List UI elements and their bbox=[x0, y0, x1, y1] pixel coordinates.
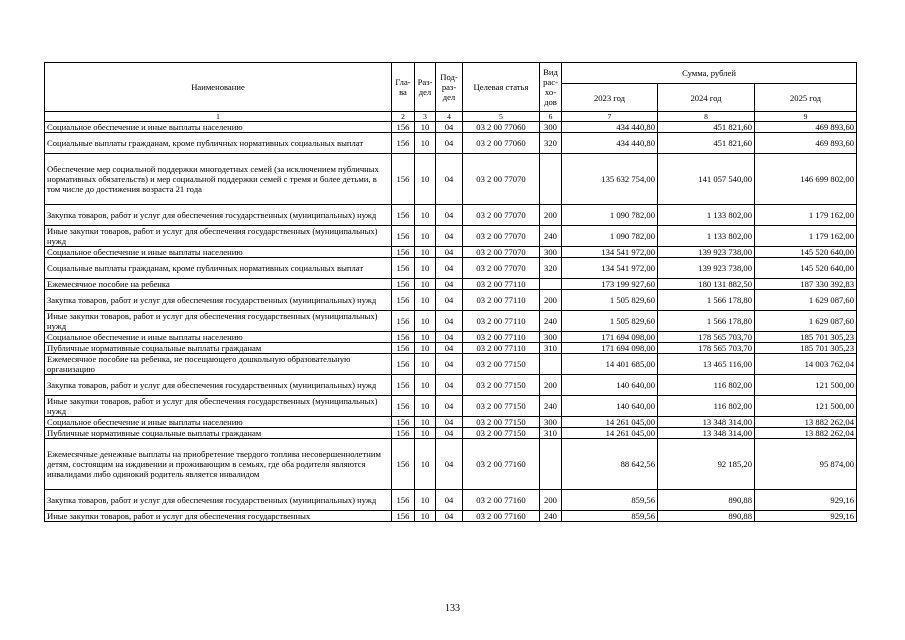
row-podrazdel: 04 bbox=[436, 428, 463, 439]
row-name: Социальные выплаты гражданам, кроме публичных нормативных социальных выплат bbox=[45, 133, 392, 154]
row-sum-2025: 1 179 162,00 bbox=[755, 205, 857, 226]
row-sum-2024: 13 465 116,00 bbox=[658, 354, 755, 375]
header-summa: Сумма, рублей bbox=[562, 63, 857, 84]
table-row bbox=[45, 428, 857, 439]
row-sum-2025: 13 882 262,04 bbox=[755, 417, 857, 428]
row-razdel: 10 bbox=[415, 122, 436, 133]
row-sum-2025: 1 629 087,60 bbox=[755, 290, 857, 311]
row-sum-2023: 134 541 972,00 bbox=[562, 258, 658, 279]
row-vid-rashodov: 320 bbox=[540, 258, 562, 279]
row-name: Публичные нормативные социальные выплаты гражданам bbox=[45, 343, 392, 354]
row-razdel: 10 bbox=[415, 375, 436, 396]
row-sum-2024: 116 802,00 bbox=[658, 396, 755, 417]
table-row bbox=[45, 417, 857, 428]
row-vid-rashodov: 310 bbox=[540, 428, 562, 439]
row-vid-rashodov: 240 bbox=[540, 396, 562, 417]
row-name: Социальные выплаты гражданам, кроме публичных нормативных социальных выплат bbox=[45, 258, 392, 279]
row-name: Иные закупки товаров, работ и услуг для обеспечения государственных (муниципальных) нужд bbox=[45, 311, 392, 332]
row-sum-2025: 14 003 762,04 bbox=[755, 354, 857, 375]
table-row bbox=[45, 226, 857, 247]
row-glava: 156 bbox=[392, 122, 415, 133]
header-razdel: Раз-дел bbox=[415, 63, 436, 112]
row-vid-rashodov: 300 bbox=[540, 332, 562, 343]
table-row bbox=[45, 332, 857, 343]
header-year-2023: 2023 год bbox=[562, 84, 658, 112]
table-row bbox=[45, 375, 857, 396]
col-number: 7 bbox=[562, 112, 658, 122]
row-sum-2024: 1 566 178,80 bbox=[658, 290, 755, 311]
row-celevaya-statya: 03 2 00 77110 bbox=[463, 311, 540, 332]
col-number: 5 bbox=[463, 112, 540, 122]
row-sum-2024: 451 821,60 bbox=[658, 133, 755, 154]
row-podrazdel: 04 bbox=[436, 332, 463, 343]
row-razdel: 10 bbox=[415, 290, 436, 311]
row-sum-2023: 173 199 927,60 bbox=[562, 279, 658, 290]
table-row bbox=[45, 311, 857, 332]
row-sum-2024: 116 802,00 bbox=[658, 375, 755, 396]
row-sum-2025: 121 500,00 bbox=[755, 375, 857, 396]
row-name: Закупка товаров, работ и услуг для обеспечения государственных (муниципальных) нужд bbox=[45, 490, 392, 511]
row-sum-2023: 1 505 829,60 bbox=[562, 290, 658, 311]
row-glava: 156 bbox=[392, 258, 415, 279]
table-row bbox=[45, 354, 857, 375]
row-vid-rashodov: 200 bbox=[540, 205, 562, 226]
row-name: Иные закупки товаров, работ и услуг для обеспечения государственных (муниципальных) нужд bbox=[45, 226, 392, 247]
row-podrazdel: 04 bbox=[436, 439, 463, 490]
row-glava: 156 bbox=[392, 439, 415, 490]
row-sum-2023: 140 640,00 bbox=[562, 375, 658, 396]
row-podrazdel: 04 bbox=[436, 205, 463, 226]
col-number: 6 bbox=[540, 112, 562, 122]
row-sum-2025: 145 520 640,00 bbox=[755, 258, 857, 279]
row-sum-2023: 1 090 782,00 bbox=[562, 226, 658, 247]
row-sum-2023: 140 640,00 bbox=[562, 396, 658, 417]
row-sum-2023: 1 505 829,60 bbox=[562, 311, 658, 332]
row-sum-2024: 13 348 314,00 bbox=[658, 428, 755, 439]
row-podrazdel: 04 bbox=[436, 279, 463, 290]
table-row bbox=[45, 279, 857, 290]
row-glava: 156 bbox=[392, 133, 415, 154]
row-celevaya-statya: 03 2 00 77070 bbox=[463, 258, 540, 279]
table-row bbox=[45, 396, 857, 417]
row-celevaya-statya: 03 2 00 77160 bbox=[463, 511, 540, 522]
row-celevaya-statya: 03 2 00 77160 bbox=[463, 439, 540, 490]
row-sum-2024: 178 565 703,70 bbox=[658, 343, 755, 354]
row-celevaya-statya: 03 2 00 77110 bbox=[463, 290, 540, 311]
row-sum-2023: 134 541 972,00 bbox=[562, 247, 658, 258]
row-name: Закупка товаров, работ и услуг для обеспечения государственных (муниципальных) нужд bbox=[45, 290, 392, 311]
row-glava: 156 bbox=[392, 417, 415, 428]
row-sum-2025: 469 893,60 bbox=[755, 133, 857, 154]
row-sum-2023: 88 642,56 bbox=[562, 439, 658, 490]
row-razdel: 10 bbox=[415, 258, 436, 279]
row-sum-2023: 859,56 bbox=[562, 511, 658, 522]
row-name: Ежемесячные денежные выплаты на приобретение твердого топлива несовершеннолетним детям, состоящим на иждивении и проживающим в семьях, где оба родителя являются инвалидами либо одинокий родитель является инвалидом bbox=[45, 439, 392, 490]
row-razdel: 10 bbox=[415, 439, 436, 490]
row-podrazdel: 04 bbox=[436, 122, 463, 133]
header-glava: Гла-ва bbox=[392, 63, 415, 112]
row-sum-2023: 434 440,80 bbox=[562, 122, 658, 133]
row-celevaya-statya: 03 2 00 77070 bbox=[463, 205, 540, 226]
row-vid-rashodov: 300 bbox=[540, 417, 562, 428]
table-row bbox=[45, 290, 857, 311]
row-sum-2024: 1 566 178,80 bbox=[658, 311, 755, 332]
row-sum-2024: 178 565 703,70 bbox=[658, 332, 755, 343]
table-row bbox=[45, 511, 857, 522]
row-vid-rashodov: 200 bbox=[540, 490, 562, 511]
header-year-2024: 2024 год bbox=[658, 84, 755, 112]
row-razdel: 10 bbox=[415, 490, 436, 511]
row-sum-2025: 469 893,60 bbox=[755, 122, 857, 133]
row-name: Иные закупки товаров, работ и услуг для обеспечения государственных (муниципальных) нужд bbox=[45, 396, 392, 417]
row-celevaya-statya: 03 2 00 77060 bbox=[463, 122, 540, 133]
row-vid-rashodov bbox=[540, 279, 562, 290]
row-podrazdel: 04 bbox=[436, 247, 463, 258]
row-vid-rashodov bbox=[540, 154, 562, 205]
row-name: Ежемесячное пособие на ребенка bbox=[45, 279, 392, 290]
row-name: Социальное обеспечение и иные выплаты населению bbox=[45, 417, 392, 428]
row-sum-2025: 1 179 162,00 bbox=[755, 226, 857, 247]
row-sum-2023: 434 440,80 bbox=[562, 133, 658, 154]
row-vid-rashodov bbox=[540, 354, 562, 375]
row-celevaya-statya: 03 2 00 77110 bbox=[463, 343, 540, 354]
col-number: 1 bbox=[45, 112, 392, 122]
row-vid-rashodov bbox=[540, 439, 562, 490]
table-row bbox=[45, 133, 857, 154]
row-celevaya-statya: 03 2 00 77070 bbox=[463, 154, 540, 205]
row-glava: 156 bbox=[392, 205, 415, 226]
col-number: 3 bbox=[415, 112, 436, 122]
col-number: 4 bbox=[436, 112, 463, 122]
col-number: 9 bbox=[755, 112, 857, 122]
row-glava: 156 bbox=[392, 396, 415, 417]
row-podrazdel: 04 bbox=[436, 417, 463, 428]
page-number: 133 bbox=[445, 603, 460, 614]
row-glava: 156 bbox=[392, 490, 415, 511]
row-sum-2024: 92 185,20 bbox=[658, 439, 755, 490]
row-celevaya-statya: 03 2 00 77060 bbox=[463, 133, 540, 154]
header-celevaya-statya: Целевая статья bbox=[463, 63, 540, 112]
row-sum-2024: 13 348 314,00 bbox=[658, 417, 755, 428]
row-sum-2023: 14 401 685,00 bbox=[562, 354, 658, 375]
row-sum-2025: 187 330 392,83 bbox=[755, 279, 857, 290]
row-razdel: 10 bbox=[415, 205, 436, 226]
row-glava: 156 bbox=[392, 332, 415, 343]
row-celevaya-statya: 03 2 00 77150 bbox=[463, 354, 540, 375]
table-row bbox=[45, 122, 857, 133]
row-vid-rashodov: 240 bbox=[540, 511, 562, 522]
row-glava: 156 bbox=[392, 375, 415, 396]
row-vid-rashodov: 240 bbox=[540, 311, 562, 332]
row-sum-2023: 171 694 098,00 bbox=[562, 332, 658, 343]
table-row bbox=[45, 490, 857, 511]
row-podrazdel: 04 bbox=[436, 511, 463, 522]
row-sum-2025: 185 701 305,23 bbox=[755, 343, 857, 354]
row-name: Социальное обеспечение и иные выплаты населению bbox=[45, 332, 392, 343]
row-razdel: 10 bbox=[415, 343, 436, 354]
table-row bbox=[45, 205, 857, 226]
row-podrazdel: 04 bbox=[436, 133, 463, 154]
table-row bbox=[45, 258, 857, 279]
row-celevaya-statya: 03 2 00 77150 bbox=[463, 375, 540, 396]
row-podrazdel: 04 bbox=[436, 154, 463, 205]
row-podrazdel: 04 bbox=[436, 490, 463, 511]
row-razdel: 10 bbox=[415, 332, 436, 343]
row-name: Закупка товаров, работ и услуг для обеспечения государственных (муниципальных) нужд bbox=[45, 205, 392, 226]
table-row bbox=[45, 343, 857, 354]
row-podrazdel: 04 bbox=[436, 226, 463, 247]
row-sum-2024: 890,88 bbox=[658, 490, 755, 511]
row-celevaya-statya: 03 2 00 77150 bbox=[463, 396, 540, 417]
row-razdel: 10 bbox=[415, 354, 436, 375]
row-sum-2023: 14 261 045,00 bbox=[562, 428, 658, 439]
row-sum-2024: 1 133 802,00 bbox=[658, 226, 755, 247]
table-row bbox=[45, 247, 857, 258]
row-sum-2023: 14 261 045,00 bbox=[562, 417, 658, 428]
row-sum-2025: 121 500,00 bbox=[755, 396, 857, 417]
row-vid-rashodov: 200 bbox=[540, 375, 562, 396]
row-razdel: 10 bbox=[415, 396, 436, 417]
header-vid-rashodov: Вид рас-хо-дов bbox=[540, 63, 562, 112]
row-podrazdel: 04 bbox=[436, 375, 463, 396]
row-razdel: 10 bbox=[415, 154, 436, 205]
row-sum-2023: 859,56 bbox=[562, 490, 658, 511]
budget-table bbox=[44, 62, 857, 522]
table-row bbox=[45, 154, 857, 205]
header-name: Наименование bbox=[45, 63, 392, 112]
row-sum-2025: 95 874,00 bbox=[755, 439, 857, 490]
row-vid-rashodov: 300 bbox=[540, 247, 562, 258]
row-razdel: 10 bbox=[415, 247, 436, 258]
row-glava: 156 bbox=[392, 511, 415, 522]
row-sum-2025: 146 699 802,00 bbox=[755, 154, 857, 205]
row-name: Публичные нормативные социальные выплаты гражданам bbox=[45, 428, 392, 439]
row-razdel: 10 bbox=[415, 311, 436, 332]
row-vid-rashodov: 200 bbox=[540, 290, 562, 311]
row-podrazdel: 04 bbox=[436, 396, 463, 417]
row-podrazdel: 04 bbox=[436, 311, 463, 332]
row-sum-2023: 1 090 782,00 bbox=[562, 205, 658, 226]
row-sum-2024: 451 821,60 bbox=[658, 122, 755, 133]
row-razdel: 10 bbox=[415, 428, 436, 439]
row-glava: 156 bbox=[392, 226, 415, 247]
row-razdel: 10 bbox=[415, 417, 436, 428]
row-vid-rashodov: 300 bbox=[540, 122, 562, 133]
row-podrazdel: 04 bbox=[436, 343, 463, 354]
row-celevaya-statya: 03 2 00 77070 bbox=[463, 226, 540, 247]
row-razdel: 10 bbox=[415, 279, 436, 290]
col-number: 2 bbox=[392, 112, 415, 122]
col-number: 8 bbox=[658, 112, 755, 122]
row-vid-rashodov: 240 bbox=[540, 226, 562, 247]
row-glava: 156 bbox=[392, 290, 415, 311]
table-row bbox=[45, 439, 857, 490]
row-sum-2024: 890,88 bbox=[658, 511, 755, 522]
row-sum-2025: 929,16 bbox=[755, 511, 857, 522]
row-sum-2025: 145 520 640,00 bbox=[755, 247, 857, 258]
row-sum-2024: 139 923 738,00 bbox=[658, 247, 755, 258]
row-glava: 156 bbox=[392, 343, 415, 354]
row-celevaya-statya: 03 2 00 77070 bbox=[463, 247, 540, 258]
row-sum-2025: 185 701 305,23 bbox=[755, 332, 857, 343]
row-razdel: 10 bbox=[415, 133, 436, 154]
row-name: Обеспечение мер социальной поддержки многодетных семей (за исключением публичных нормативных обязательств) и мер социальной поддержки семей с тремя и более детьми, в том числе до достижения возраста 21 года bbox=[45, 154, 392, 205]
row-razdel: 10 bbox=[415, 511, 436, 522]
row-sum-2024: 141 057 540,00 bbox=[658, 154, 755, 205]
row-glava: 156 bbox=[392, 354, 415, 375]
row-celevaya-statya: 03 2 00 77110 bbox=[463, 332, 540, 343]
row-glava: 156 bbox=[392, 311, 415, 332]
row-glava: 156 bbox=[392, 279, 415, 290]
row-celevaya-statya: 03 2 00 77110 bbox=[463, 279, 540, 290]
table-body bbox=[45, 122, 857, 522]
row-podrazdel: 04 bbox=[436, 290, 463, 311]
row-podrazdel: 04 bbox=[436, 354, 463, 375]
header-podrazdel: Под-раз-дел bbox=[436, 63, 463, 112]
row-name: Социальное обеспечение и иные выплаты населению bbox=[45, 247, 392, 258]
row-sum-2023: 135 632 754,00 bbox=[562, 154, 658, 205]
row-sum-2025: 1 629 087,60 bbox=[755, 311, 857, 332]
row-celevaya-statya: 03 2 00 77160 bbox=[463, 490, 540, 511]
row-razdel: 10 bbox=[415, 226, 436, 247]
row-sum-2024: 1 133 802,00 bbox=[658, 205, 755, 226]
row-celevaya-statya: 03 2 00 77150 bbox=[463, 428, 540, 439]
row-glava: 156 bbox=[392, 247, 415, 258]
row-sum-2024: 180 131 882,50 bbox=[658, 279, 755, 290]
row-sum-2025: 13 882 262,04 bbox=[755, 428, 857, 439]
row-vid-rashodov: 310 bbox=[540, 343, 562, 354]
row-name: Закупка товаров, работ и услуг для обеспечения государственных (муниципальных) нужд bbox=[45, 375, 392, 396]
row-podrazdel: 04 bbox=[436, 258, 463, 279]
row-glava: 156 bbox=[392, 154, 415, 205]
row-vid-rashodov: 320 bbox=[540, 133, 562, 154]
row-name: Социальное обеспечение и иные выплаты населению bbox=[45, 122, 392, 133]
row-name: Ежемесячное пособие на ребенка, не посещающего дошкольную образовательную организацию bbox=[45, 354, 392, 375]
row-name: Иные закупки товаров, работ и услуг для обеспечения государственных bbox=[45, 511, 392, 522]
row-celevaya-statya: 03 2 00 77150 bbox=[463, 417, 540, 428]
row-sum-2024: 139 923 738,00 bbox=[658, 258, 755, 279]
header-year-2025: 2025 год bbox=[755, 84, 857, 112]
row-glava: 156 bbox=[392, 428, 415, 439]
row-sum-2025: 929,16 bbox=[755, 490, 857, 511]
row-sum-2023: 171 694 098,00 bbox=[562, 343, 658, 354]
